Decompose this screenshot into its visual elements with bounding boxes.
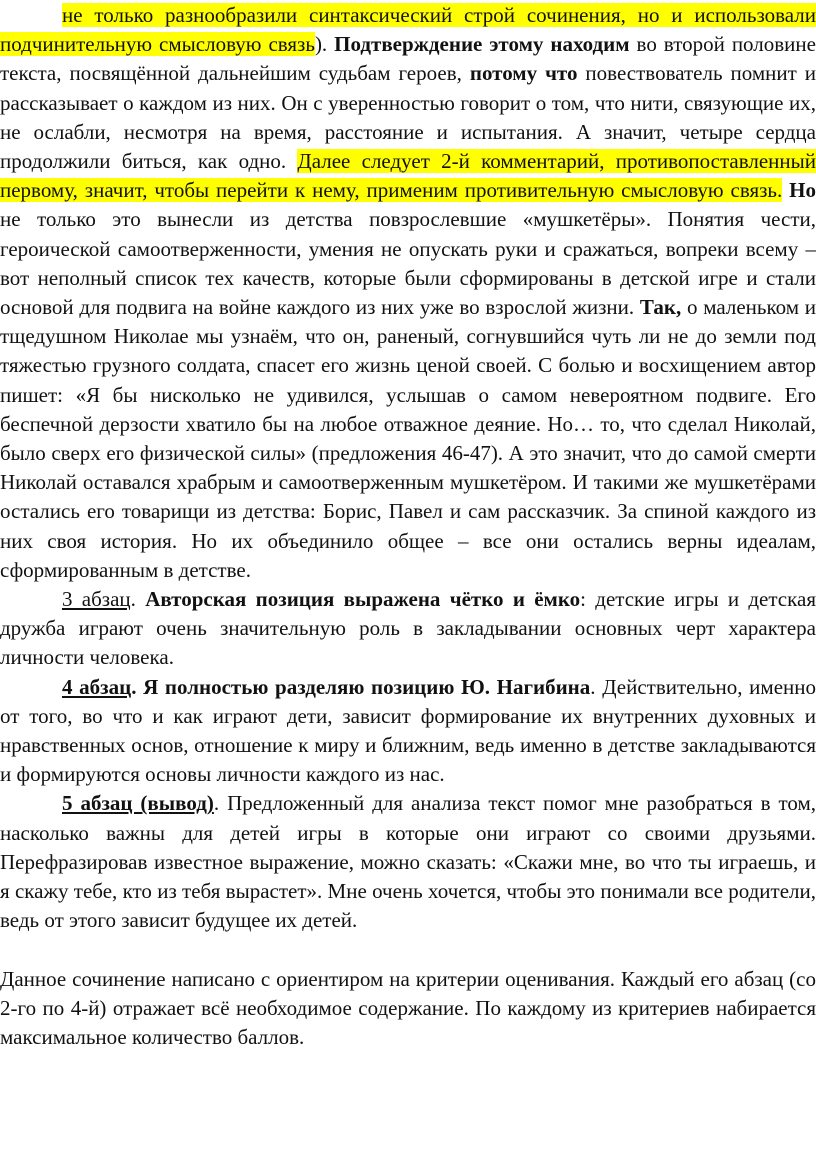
highlighted-text-2: Далее следует 2-й комментарий, противопоставленный первому, значит, чтобы перейти к нему, применим противительную смысловую связь. — [0, 149, 816, 203]
text-run: . — [130, 587, 146, 612]
text-run: . Действительно, именно от того, во что и как играют дети, зависит формирование их внутренних духовных и нравственных основ, отношение к миру и ближним, ведь именно в детстве закладываются и формируются основы личности каждого из нас. — [0, 674, 816, 787]
paragraph-label-5-wrap — [62, 791, 214, 815]
paragraph-label-3: 3 абзац — [62, 587, 131, 612]
bold-word-but: Но — [789, 178, 816, 203]
bold-author-position: Авторская позиция выражена чётко и ёмко — [145, 587, 581, 612]
paragraph-5 — [0, 789, 816, 935]
text-run: во второй половине текста, посвящённой дальнейшим судьбам героев, — [0, 32, 816, 86]
text-run: повествователь помнит и рассказывает о каждом из них. Он с уверенностью говорит о том, что нити, связующие их, не ослабли, несмотря на время, расстояние и испытания. А значит, четыре сердца продолжили биться, как одно. — [0, 61, 816, 174]
bold-agreement: . Я полностью разделяю позицию Ю. Нагибина — [131, 674, 591, 699]
bold-word-so: Так, — [639, 295, 682, 320]
text-run: : детские игры и детская дружба играют очень значительную роль в закладывании основных черт характера личности человека. — [0, 587, 816, 670]
text-run: не только это вынесли из детства повзрослевшие «мушкетёры». Понятия чести, героической самоотверженности, умения не опускать руки и сражаться, вопреки всему – вот неполный список тех качеств, которые были сформированы в детской игре и стали основой для подвига на войне каждого из них уже во взрослой жизни. — [0, 207, 816, 320]
closing-note: Данное сочинение написано с ориентиром на критерии оценивания. Каждый его абзац (со 2-го по 4-й) отражает всё необходимое содержание. По каждому из критериев набирается максимальное количество баллов. — [0, 966, 816, 1049]
paragraph-3 — [0, 585, 816, 673]
text-run: . Предложенный для анализа текст помог мне разобраться в том, насколько важны для детей игры в которые они играют со своими друзьями. Перефразировав известное выражение, можно сказать: «Скажи мне, во что ты играешь, и я скажу тебе, кто из тебя вырастет». Мне очень хочется, чтобы это понимали все родители, ведь от этого зависит будущее их детей. — [0, 791, 816, 933]
bold-phrase-confirmation: Подтверждение этому находим — [334, 32, 630, 57]
blank-line — [0, 936, 816, 965]
paragraph-label-5: 5 абзац (вывод) — [62, 791, 214, 816]
text-run: о маленьком и тщедушном Николае мы узнаём, что он, раненый, согнувшийся чуть ли не до земли под тяжестью грузного солдата, спасет его жизнь ценой своей. С болью и восхищением автор пишет: «Я бы нисколько не удивился, услышав о самом невероятном подвиге. Его беспечной дерзости хватило бы на любое отважное деяние. Но… то, что сделал Николай, было сверх его физической силы» (предложения 46-47). А это значит, что до самой смерти Николай оставался храбрым и самоотверженным мушкетёром. И такими же мушкетёрами остались его товарищи из детства: Борис, Павел и сам рассказчик. За спиной каждого из них своя история. Но их объединило общее – все они остались верны идеалам, сформированным в детстве. — [0, 295, 816, 582]
paragraph-label-4: 4 абзац — [62, 674, 132, 699]
paragraph-label-4-wrap — [62, 675, 131, 699]
paragraph-2-continuation — [0, 1, 816, 585]
paragraph-4 — [0, 673, 816, 790]
bold-phrase-because: потому что — [469, 61, 578, 86]
highlighted-text-1: не только разнообразили синтаксический строй сочинения, но и использовали подчинительную смысловую связь — [0, 3, 816, 57]
text-run: ). — [314, 32, 335, 57]
